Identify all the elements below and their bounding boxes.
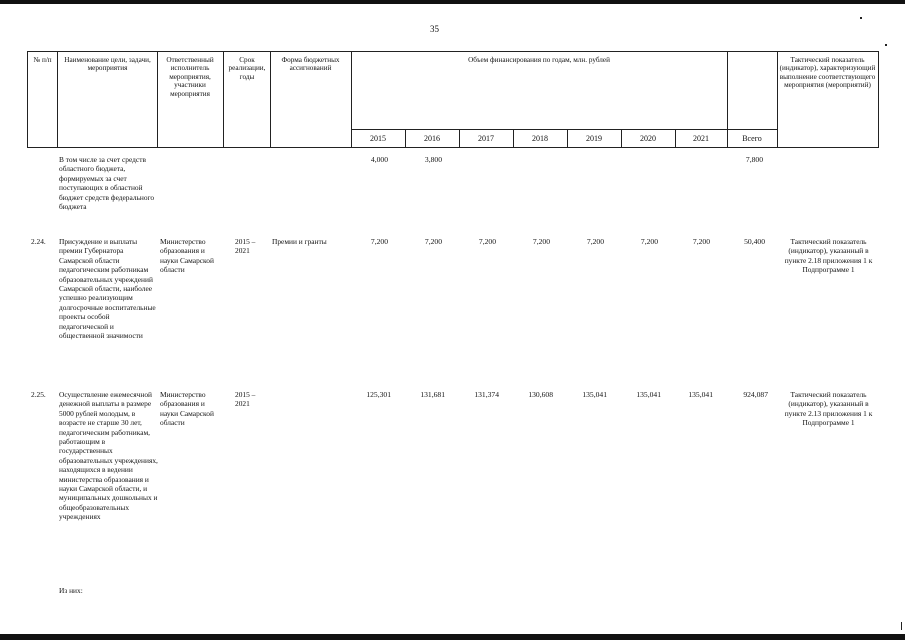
value-2020: 135,041 bbox=[636, 390, 661, 399]
value-2016: 3,800 bbox=[424, 155, 442, 164]
value-total: 50,400 bbox=[744, 237, 765, 246]
year-2020: 2020 bbox=[640, 134, 656, 143]
year-total: Всего bbox=[742, 134, 762, 143]
year-2018: 2018 bbox=[532, 134, 548, 143]
header-col-form: Форма бюджетных ассигнований bbox=[281, 56, 340, 73]
row-indicator: Тактический показатель (индикатор), указанный в пункте 2.18 приложения 1 к Подпрограмме 1 bbox=[784, 237, 873, 275]
value-2017: 7,200 bbox=[478, 237, 496, 246]
grid-line bbox=[878, 51, 879, 148]
grid-line bbox=[57, 51, 58, 148]
page-number: 35 bbox=[430, 24, 439, 34]
scan-speck bbox=[885, 44, 887, 46]
row-number: 2.25. bbox=[31, 390, 46, 399]
row-number: 2.24. bbox=[31, 237, 46, 246]
value-2021: 135,041 bbox=[688, 390, 713, 399]
header-col-name: Наименование цели, задачи, мероприятия bbox=[64, 56, 151, 73]
value-2015: 7,200 bbox=[370, 237, 388, 246]
row-name: В том числе за счет средств областного бюджета, формируемых за счет поступающих в областной бюджет средств федерального бюджета bbox=[59, 155, 155, 212]
row-name: Присуждение и выплаты премии Губернатора Самарской области педагогическим работникам образовательных учреждений Самарской области, наиболее успешно реализующим долгосрочные воспитательные проекты особой педагогической и общественной значимости bbox=[59, 237, 156, 341]
value-2019: 135,041 bbox=[582, 390, 607, 399]
grid-line bbox=[27, 147, 878, 148]
header-col-number: № п/п bbox=[33, 56, 52, 64]
year-2021: 2021 bbox=[693, 134, 709, 143]
value-2021: 7,200 bbox=[692, 237, 710, 246]
trailing-text: Из них: bbox=[59, 586, 83, 595]
value-2016: 131,681 bbox=[420, 390, 445, 399]
value-2020: 7,200 bbox=[640, 237, 658, 246]
value-total: 924,087 bbox=[743, 390, 768, 399]
year-2017: 2017 bbox=[478, 134, 494, 143]
grid-line bbox=[351, 129, 777, 130]
row-term: 2015 – 2021 bbox=[235, 237, 256, 256]
value-2016: 7,200 bbox=[424, 237, 442, 246]
scan-speck bbox=[901, 622, 902, 630]
grid-line bbox=[777, 51, 778, 148]
year-2019: 2019 bbox=[586, 134, 602, 143]
value-2017: 131,374 bbox=[474, 390, 499, 399]
scan-bottom-edge bbox=[0, 634, 905, 640]
table-header bbox=[27, 51, 878, 148]
row-responsible: Министерство образования и науки Самарской области bbox=[160, 390, 214, 428]
value-2018: 130,608 bbox=[528, 390, 553, 399]
header-col-responsible: Ответственный исполнитель мероприятия, участники мероприятия bbox=[166, 56, 214, 98]
header-col-term: Срок реализации, годы bbox=[228, 56, 266, 81]
year-2016: 2016 bbox=[424, 134, 440, 143]
value-2015: 125,301 bbox=[366, 390, 391, 399]
header-col-indicator: Тактический показатель (индикатор), характеризующий выполнение соответствующего мероприятия (мероприятий) bbox=[779, 56, 876, 90]
scan-top-edge bbox=[0, 0, 905, 4]
header-col-funding: Объем финансирования по годам, млн. рублей bbox=[468, 56, 610, 64]
scan-speck bbox=[860, 17, 862, 19]
grid-line bbox=[157, 51, 158, 148]
value-2015: 4,000 bbox=[370, 155, 388, 164]
grid-line bbox=[27, 51, 878, 52]
grid-line bbox=[27, 51, 28, 148]
value-2019: 7,200 bbox=[586, 237, 604, 246]
row-indicator: Тактический показатель (индикатор), указанный в пункте 2.13 приложения 1 к Подпрограмме 1 bbox=[784, 390, 873, 428]
grid-line bbox=[270, 51, 271, 148]
row-name: Осуществление ежемесячной денежной выплаты в размере 5000 рублей молодым, в возрасте не старше 30 лет, педагогическим работникам, работающим в государственных образовательных учреждениях, находящихся в ведении министерства образования и науки Самарской области, и муниципальных дошкольных и общеобразовательных учреждениях bbox=[59, 390, 158, 522]
row-form: Премии и гранты bbox=[272, 237, 327, 246]
row-term: 2015 – 2021 bbox=[235, 390, 256, 409]
row-responsible: Министерство образования и науки Самарской области bbox=[160, 237, 214, 275]
value-total: 7,800 bbox=[745, 155, 763, 164]
value-2018: 7,200 bbox=[532, 237, 550, 246]
year-2015: 2015 bbox=[370, 134, 386, 143]
